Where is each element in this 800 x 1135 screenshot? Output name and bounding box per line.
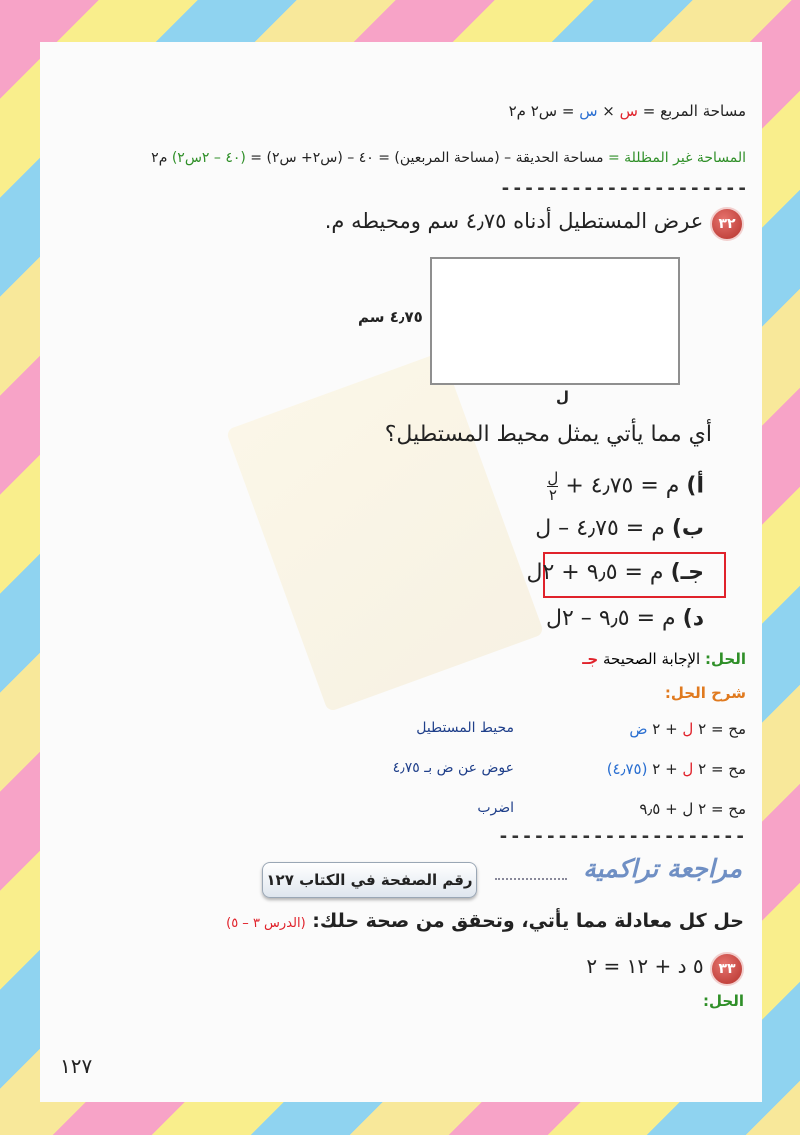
question-33: ٣٣ ٥ د + ١٢ = ٢ [586,952,744,986]
review-title: مراجعة تراكمية [583,854,742,883]
rectangle-figure [430,257,680,385]
explanation-note-1: محيط المستطيل [416,720,514,736]
review-instruction: حل كل معادلة مما يأتي، وتحقق من صحة حلك: (الدرس ٣ – ٥) [226,910,744,932]
q33-solution-label: الحل: [703,992,744,1010]
question-prompt: أي مما يأتي يمثل محيط المستطيل؟ [384,422,712,447]
explanation-row-2: مح = ٢ ل + ٢ (٤٫٧٥) [606,760,746,778]
page-number: ١٢٧ [60,1054,93,1078]
unshaded-area-line: المساحة غير المظللة = مساحة الحديقة – (مساحة المربعين) = ٤٠ – (س٢+ س٢) = (٤٠ – ٢س٢) م٢ [151,150,746,166]
dotted-leader [495,878,567,880]
explanation-heading: شرح الحل: [664,684,746,702]
option-d: د) م = ٩٫٥ – ٢ل [546,606,704,631]
option-c: جـ) م = ٩٫٥ + ٢ل [526,560,704,585]
question-number-badge: ٣٣ [710,952,744,986]
question-32: ٣٢ عرض المستطيل أدناه ٤٫٧٥ سم ومحيطه م. [325,207,744,241]
explanation-note-3: اضرب [477,800,514,816]
explanation-row-1: مح = ٢ ل + ٢ ض [629,720,746,738]
book-page-badge: رقم الصفحة في الكتاب ١٢٧ [262,862,477,898]
explanation-row-3: مح = ٢ ل + ٩٫٥ [639,800,746,818]
solution-line: الحل: الإجابة الصحيحة جـ [582,650,746,668]
option-b: ب) م = ٤٫٧٥ – ل [535,516,704,541]
question-number-badge: ٣٢ [710,207,744,241]
background-watermark [226,352,545,713]
worksheet-page [40,42,762,1102]
explanation-note-2: عوض عن ض بـ ٤٫٧٥ [392,760,514,776]
divider-1: --------------------- [500,178,749,199]
rectangle-width-label: ٤٫٧٥ سم [358,308,423,326]
divider-2: --------------------- [498,826,747,847]
square-area-line: مساحة المربع = س × س = س٢ م٢ [508,102,746,120]
rectangle-length-label: ل [556,388,570,406]
fraction: ل ٢ [547,469,559,504]
option-a: أ) م = ٤٫٧٥ + ل ٢ [547,469,704,504]
